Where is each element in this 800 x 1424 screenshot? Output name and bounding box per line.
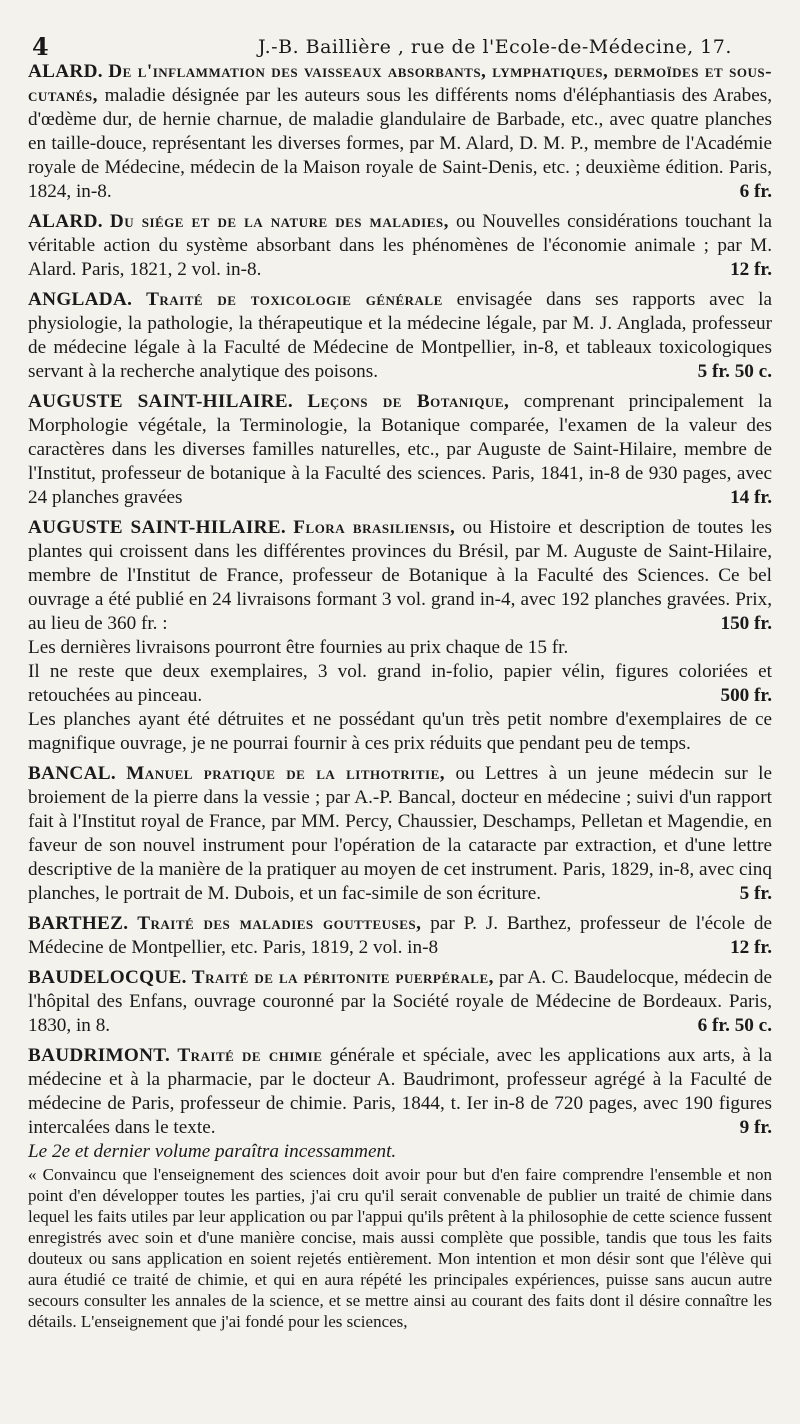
entry-subject: Traité de la péritonite puerpérale, <box>191 967 494 988</box>
entry-subject: Du siége et de la nature des maladies, <box>109 211 449 232</box>
entry-text: comprenant principalement la Morphologie végétale, la Terminologie, la Botanique comparée, l'examen de la valeur des caractères dans les diverses familles naturelles, etc., par Auguste de Saint-Hilaire, membre de l'Institut, professeur de botanique à la Faculté des sciences. Paris, 1841, in-8 de 930 pages, avec 24 planches gravées <box>28 391 773 508</box>
entry-price: 6 fr. 50 c. <box>697 1015 772 1036</box>
entry-text: maladie désignée par les auteurs sous les différents noms d'éléphantiasis des Arabes, d'œdème dur, de hernie charnue, de maladie glandulaire de Barbade, etc., avec quatre planches en taille-douce, représentant les diverses formes, par M. Alard, D. M. P., membre de l'Académie royale de Médecine, médecin de la Maison royale de Saint-Denis, etc. ; deuxième édition. Paris, 1824, in-8. <box>28 85 773 202</box>
entry-text: par P. J. Barthez, professeur de l'école de Médecine de Montpellier, etc. Paris, 1819, 2 vol. in-8 <box>28 913 772 958</box>
page-header <box>28 22 772 60</box>
catalog-entry <box>28 966 772 1038</box>
entry-subject: Traité des maladies goutteuses, <box>137 913 422 934</box>
entry-price: 6 fr. <box>739 181 772 202</box>
entry-subject: Flora brasiliensis, <box>293 517 456 538</box>
catalog-entry <box>28 912 772 960</box>
entry-price: 9 fr. <box>739 1117 772 1138</box>
catalog-entry <box>28 762 772 906</box>
running-title: J.-B. Baillière , rue de l'Ecole-de-Médecine, 17. <box>258 36 732 58</box>
entry-headword: BAUDRIMONT. <box>28 1045 171 1066</box>
entry-price: 500 fr. <box>720 685 772 706</box>
entry-headword: BARTHEZ. <box>28 913 129 934</box>
catalog-entries <box>28 60 772 1332</box>
entry-headword: ANGLADA. <box>28 289 133 310</box>
entry-headword: BAUDELOCQUE. <box>28 967 187 988</box>
entry-text: par A. C. Baudelocque, médecin de l'hôpital des Enfans, ouvrage couronné par la Société royale de Médecine de Bordeaux. Paris, 1830, in 8. <box>28 967 773 1036</box>
page-number: 4 <box>32 32 49 61</box>
entry-subject: Traité de chimie <box>177 1045 323 1066</box>
entry-subject: Manuel pratique de la lithotritie, <box>126 763 446 784</box>
entry-text: générale et spéciale, avec les applications aux arts, à la médecine et à la pharmacie, par le docteur A. Baudrimont, professeur agrégé à la Faculté de médecine de Paris, professeur de chimie. Paris, 1844, t. Ier in-8 de 720 pages, avec 190 figures intercalées dans le texte. <box>28 1045 773 1138</box>
entry-text: ou Histoire et description de toutes les plantes qui croissent dans les différentes provinces du Brésil, par M. Auguste de Saint-Hilaire, membre de l'Institut de France, professeur de Botanique à la Faculté des Sciences. Ce bel ouvrage a été publié en 24 livraisons formant 3 vol. grand in-4, avec 192 planches gravées. Prix, au lieu de 360 fr. : <box>28 517 773 634</box>
catalog-entry <box>28 390 772 510</box>
catalog-entry <box>28 288 772 384</box>
entry-quote: « Convaincu que l'enseignement des sciences doit avoir pour but d'en faire comprendre l'ensemble et non point d'en développer toutes les parties, j'ai cru qu'il serait convenable de publier un traité de chimie dans lequel les faits utiles par leur application ou par l'appui qu'ils prêtent à la philosophie de cette science fussent enregistrés avec soin et d'une manière concise, mais aussi complète que possible, tandis que tous les faits douteux ou sans application en soient rejetés entièrement. Mon intention et mon désir sont que l'élève qui aura étudié ce traité de chimie, et qui en aura répété les principales expériences, puisse sans aucun autre secours consulter les annales de la science, et se mettre ainsi au courant des faits dont il désire connaître les détails. L'enseignement que j'ai fondé pour les sciences, <box>28 1165 772 1331</box>
entry-price: 150 fr. <box>720 613 772 634</box>
entry-headword: BANCAL. <box>28 763 116 784</box>
catalog-entry <box>28 516 772 756</box>
entry-price: 14 fr. <box>730 487 772 508</box>
entry-text: ou Nouvelles considérations touchant la véritable action du système absorbant dans les phénomènes de l'économie animale ; par M. Alard. Paris, 1821, 2 vol. in-8. <box>28 211 773 280</box>
entry-price: 12 fr. <box>730 259 772 280</box>
catalog-entry <box>28 210 772 282</box>
catalog-entry <box>28 60 772 204</box>
entry-note: Les dernières livraisons pourront être fournies au prix chaque de 15 fr. <box>28 637 569 658</box>
entry-price: 5 fr. <box>739 883 772 904</box>
entry-headword: ALARD. <box>28 61 103 82</box>
entry-subject: De l'inflammation des vaisseaux absorbants, lymphatiques, dermoïdes et sous-cutanés, <box>28 61 772 106</box>
catalog-entry <box>28 1044 772 1332</box>
entry-price: 5 fr. 50 c. <box>697 361 772 382</box>
entry-subject: Traité de toxicologie générale <box>146 289 443 310</box>
entry-headword: AUGUSTE SAINT-HILAIRE. <box>28 391 294 412</box>
entry-price: 12 fr. <box>730 937 772 958</box>
entry-text: ou Lettres à un jeune médecin sur le broiement de la pierre dans la vessie ; par A.-P. Bancal, docteur en médecine ; suivi d'un rapport fait à l'Institut royal de France, par MM. Percy, Chaussier, Deschamps, Pelletan et Magendie, en faveur de son nouvel instrument pour l'opération de la cataracte par extraction, et d'une lettre descriptive de la manière de la pratiquer au moyen de cet instrument. Paris, 1829, in-8, avec cinq planches, le portrait de M. Dubois, et un fac-simile de son écriture. <box>28 763 772 904</box>
entry-note: Le 2e et dernier volume paraîtra incessamment. <box>28 1141 397 1162</box>
entry-headword: AUGUSTE SAINT-HILAIRE. <box>28 517 286 538</box>
entry-text: envisagée dans ses rapports avec la physiologie, la pathologie, la thérapeutique et la médecine légale, par M. J. Anglada, professeur de médecine légale à la Faculté de Médecine de Montpellier, in-8, et tableaux toxicologiques servant à la recherche analytique des poisons. <box>28 289 773 382</box>
entry-subject: Leçons de Botanique, <box>307 391 510 412</box>
entry-text: Il ne reste que deux exemplaires, 3 vol. grand in-folio, papier vélin, figures coloriées et retouchées au pinceau. <box>28 661 772 706</box>
entry-headword: ALARD. <box>28 211 103 232</box>
entry-note: Les planches ayant été détruites et ne possédant qu'un très petit nombre d'exemplaires de ce magnifique ouvrage, je ne pourrai fournir à ces prix réduits que pendant peu de temps. <box>28 709 772 754</box>
